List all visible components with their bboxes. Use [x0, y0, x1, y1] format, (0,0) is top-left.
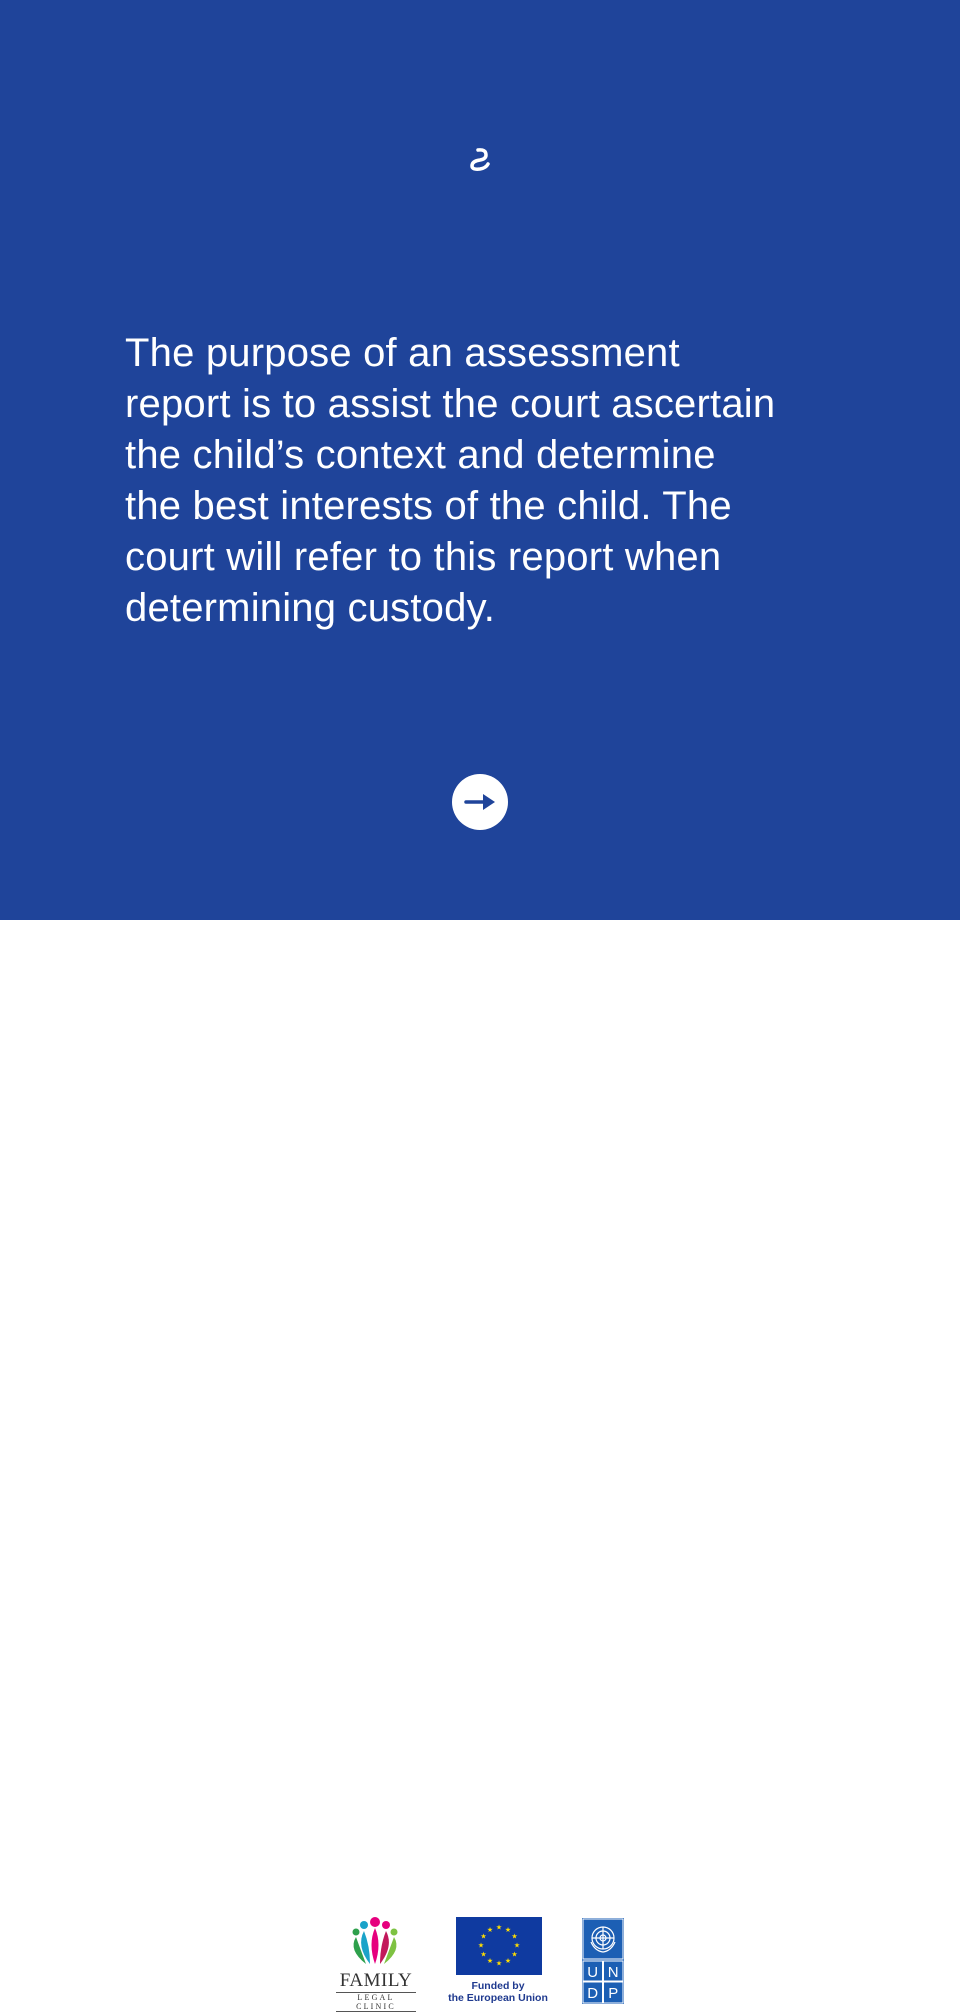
next-button[interactable] — [452, 774, 508, 830]
eu-funding-caption: Funded by the European Union — [448, 1980, 548, 2004]
family-figures-icon — [344, 1916, 406, 1966]
undp-letter-p: P — [608, 1985, 619, 2002]
family-wordmark: FAMILY — [339, 1970, 413, 1991]
family-legal-clinic-logo — [336, 1916, 416, 2011]
svg-text:★: ★ — [513, 1941, 521, 1950]
svg-text:★: ★ — [486, 1926, 494, 1934]
arrow-right-icon — [463, 792, 497, 812]
svg-text:★: ★ — [504, 1926, 512, 1934]
content-panel — [0, 0, 960, 920]
svg-text:★: ★ — [511, 1932, 518, 1941]
svg-text:★: ★ — [480, 1932, 487, 1941]
svg-text:★: ★ — [495, 1923, 503, 1932]
svg-text:★: ★ — [477, 1941, 485, 1950]
eu-flag-icon — [456, 1917, 542, 1975]
body-paragraph: The purpose of an assessment report is to assist the court ascertain the child’s context and determine the best interests of the child. The court will refer to this report when determining custody. — [125, 331, 776, 630]
undp-letter-n: N — [607, 1964, 619, 1981]
svg-text:★: ★ — [495, 1959, 503, 1968]
svg-text:★: ★ — [511, 1950, 518, 1959]
svg-text:★: ★ — [480, 1950, 487, 1959]
undp-letter-d: D — [587, 1985, 599, 2002]
legal-clinic-wordmark: LEGAL CLINIC — [336, 1992, 416, 2012]
eu-funding-logo — [448, 1917, 548, 2012]
undp-letter-u: U — [587, 1964, 599, 1981]
svg-text:★: ★ — [504, 1957, 512, 1965]
undp-logo — [582, 1918, 624, 2004]
svg-text:★: ★ — [486, 1957, 494, 1965]
swirl-logo-icon — [468, 147, 494, 171]
footer-logos — [0, 920, 960, 2011]
